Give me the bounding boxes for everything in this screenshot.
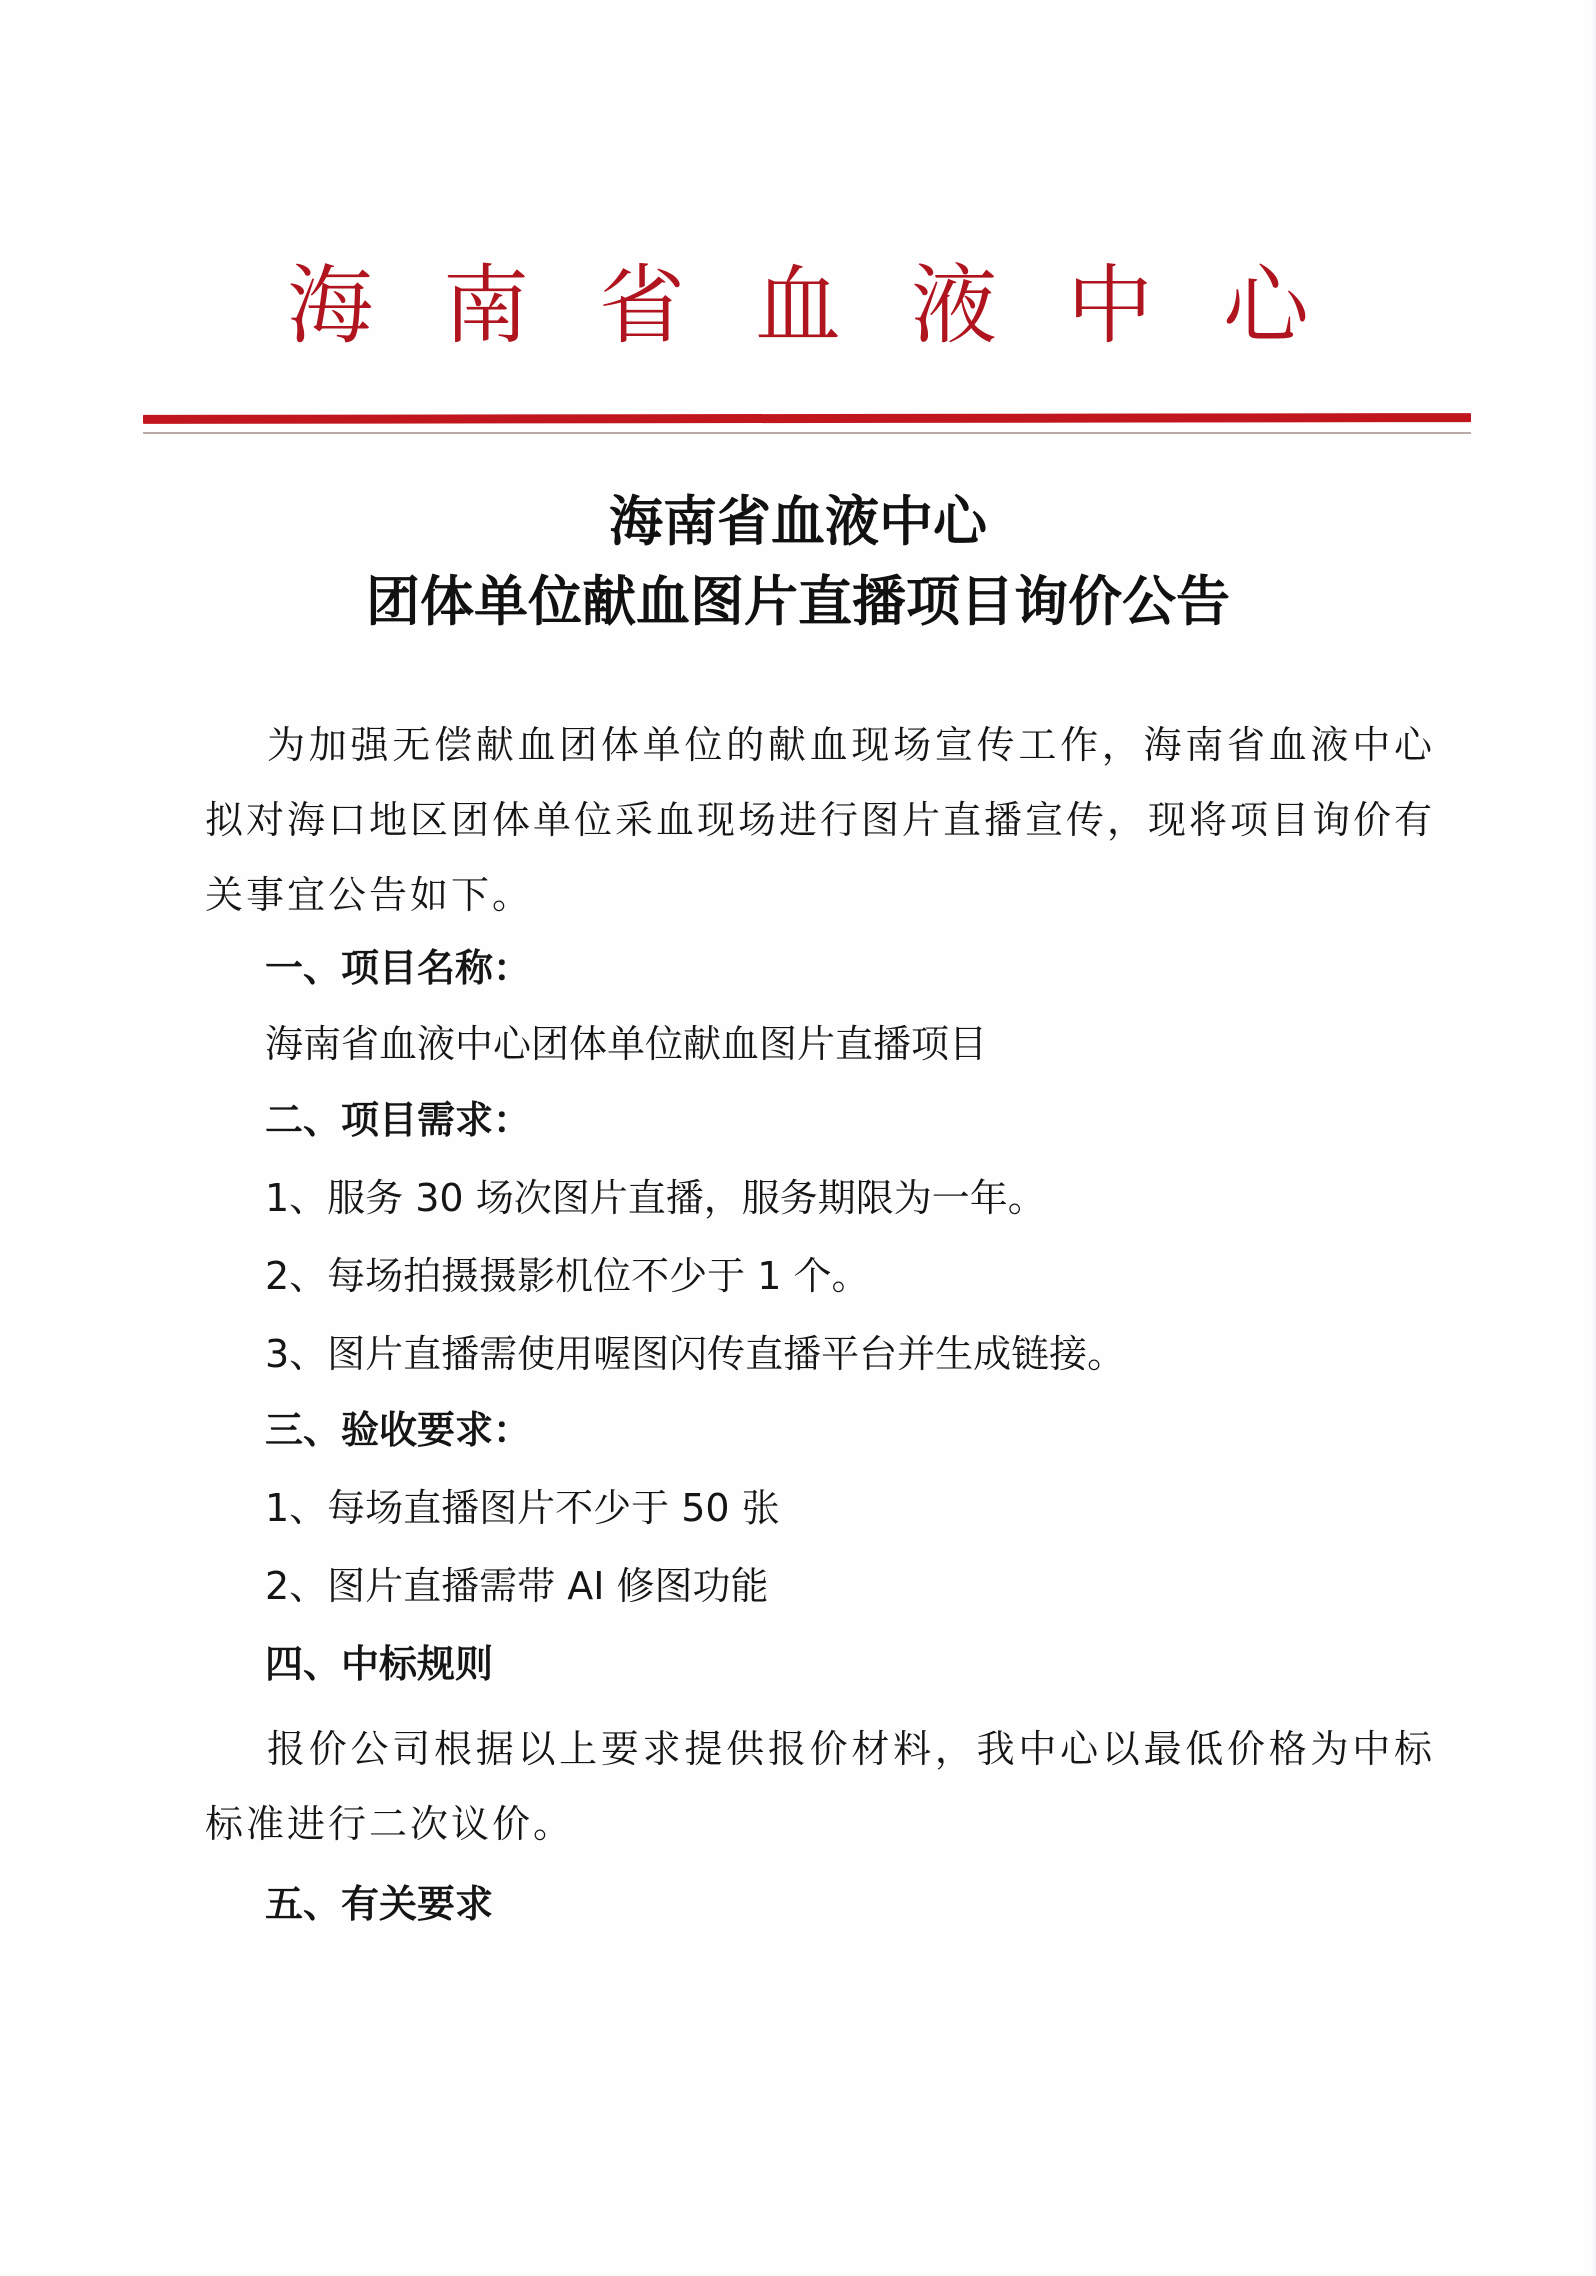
- section-4-heading: 四、中标规则: [265, 1642, 494, 1686]
- section-1-heading: 一、项目名称：: [265, 946, 532, 990]
- masthead-title: 海南省血液中心: [287, 256, 1379, 356]
- acceptance-item-2: 2、图片直播需带 AI 修图功能: [265, 1564, 769, 1608]
- requirement-item-3: 3、图片直播需使用喔图闪传直播平台并生成链接。: [265, 1332, 1126, 1376]
- masthead-thin-rule: [143, 432, 1471, 434]
- section-5-heading: 五、有关要求: [265, 1882, 494, 1926]
- page-edge-shadow: [1590, 0, 1596, 2276]
- document-title-line-1: 海南省血液中心: [609, 489, 987, 553]
- bid-rule-paragraph: 报价公司根据以上要求提供报价材料，我中心以最低价格为中标标准进行二次议价。: [205, 1727, 1435, 1846]
- requirement-item-1: 1、服务 30 场次图片直播，服务期限为一年。: [265, 1176, 1046, 1220]
- requirement-item-2: 2、每场拍摄摄影机位不少于 1 个。: [265, 1254, 870, 1298]
- project-name: 海南省血液中心团体单位献血图片直播项目: [265, 1022, 988, 1066]
- acceptance-item-1: 1、每场直播图片不少于 50 张: [265, 1486, 780, 1530]
- section-2-heading: 二、项目需求：: [265, 1098, 532, 1142]
- section-3-heading: 三、验收要求：: [265, 1408, 532, 1452]
- intro-paragraph: 为加强无偿献血团体单位的献血现场宣传工作，海南省血液中心拟对海口地区团体单位采血现场进行图片直播宣传，现将项目询价有关事宜公告如下。: [205, 723, 1436, 917]
- document-title-line-2: 团体单位献血图片直播项目询价公告: [366, 569, 1230, 633]
- masthead-red-rule: [143, 413, 1471, 424]
